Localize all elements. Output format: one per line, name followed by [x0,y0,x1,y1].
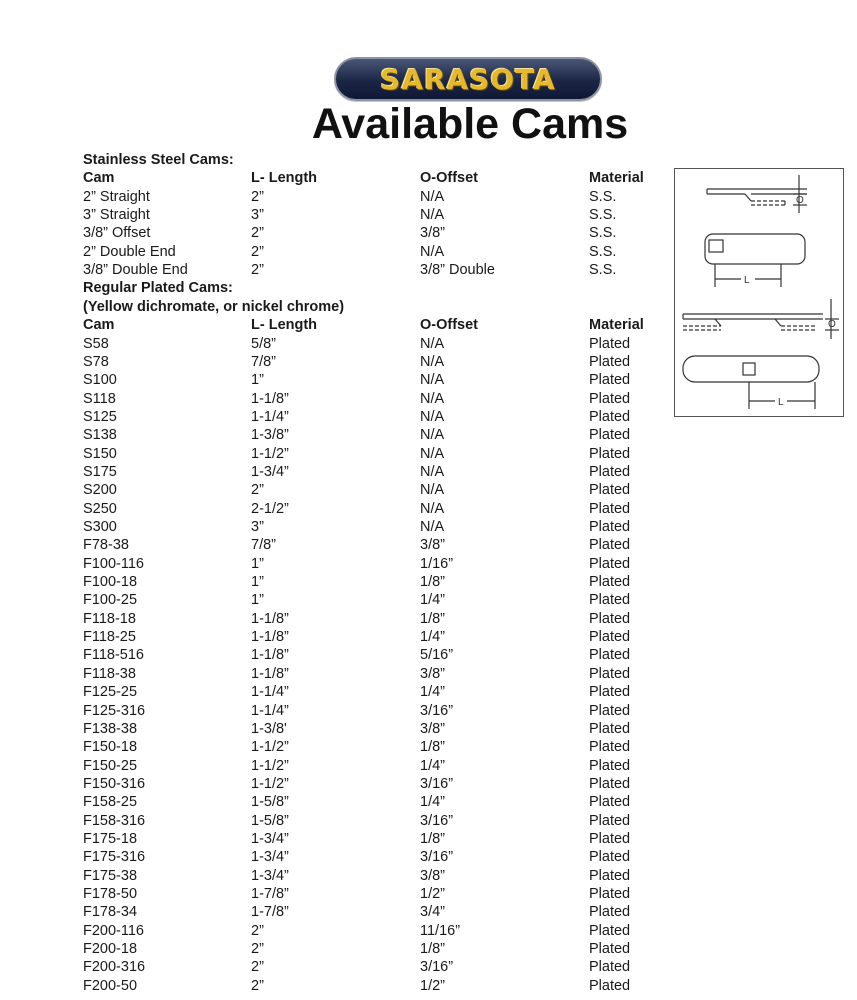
table-cell-length: 3” [251,519,264,535]
table-cell-offset: N/A [420,243,445,260]
double-end-cam-drawing [683,299,839,339]
table-cell-offset: N/A [420,427,445,444]
table-cell-length: 1-1/2” [251,757,289,774]
table-cell-cam: F118-18 [83,610,136,627]
table-cell-material: Plated [589,592,631,609]
table-cell-offset: 3/8” [420,867,445,884]
table-cell-offset: 1/8” [420,739,445,756]
table-cell-material: Plated [589,867,631,884]
table-cell-material: Plated [589,665,631,682]
table-cell-offset: N/A [420,390,445,407]
table-cell-material: S.S. [589,188,617,205]
table-cell-length: 2” [251,959,264,976]
length-label-2: L [778,397,784,408]
table-cell-material: Plated [589,335,631,352]
table-cell-material: Plated [589,482,631,499]
table-cell-length: 7/8” [251,353,276,370]
table-cell-cam: F200-18 [83,941,138,958]
table-cell-material: Plated [589,500,631,517]
column-header-cam: Cam [83,170,115,187]
table-cell-offset: 3/16” [420,812,454,829]
table-cell-material: Plated [589,647,631,664]
table-cell-cam: F118-516 [83,647,144,664]
table-cell-length: 1-3/4” [251,463,289,480]
table-cell-material: Plated [589,445,631,462]
table-cell-cam: S300 [83,519,117,535]
table-cell-cam: S175 [83,463,117,480]
sarasota-logo [334,57,602,101]
table-cell-length: 1-3/8” [251,427,289,444]
table-cell-material: Plated [589,702,631,719]
logo-text: SARASOTA [380,63,556,96]
table-cell-material: Plated [589,555,631,572]
table-cell-material: Plated [589,629,631,646]
table-cell-cam: F175-316 [83,849,146,866]
table-cell-cam: F78-38 [83,537,129,554]
table-cell-cam: S118 [83,390,116,407]
table-cell-offset: N/A [420,353,445,370]
table-cell-cam: F200-316 [83,959,146,976]
table-cell-length: 2” [251,482,264,499]
table-cell-length: 1” [251,574,264,591]
table-cell-cam: 3/8” Double End [83,262,188,279]
cam-diagram [674,168,844,417]
table-cell-cam: F118-38 [83,665,136,682]
table-cell-material: Plated [589,959,631,976]
table-cell-material: Plated [589,922,631,939]
table-cell-offset: 1/4” [420,684,445,701]
table-cell-length: 3” [251,207,264,224]
table-cell-material: Plated [589,739,631,756]
table-cell-cam: S150 [83,445,117,462]
table-cell-offset: 3/8” [420,225,445,242]
table-cell-length: 1-3/4” [251,867,289,884]
column-header-material: Material [589,317,644,334]
table-cell-cam: S250 [83,500,117,517]
table-cell-length: 1-3/8' [251,720,287,737]
table-cell-offset: 11/16” [420,922,461,939]
table-cell-offset: N/A [420,372,445,389]
table-cell-material: Plated [589,794,631,811]
page-title: Available Cams [311,100,629,148]
table-cell-offset: 1/4” [420,757,445,774]
table-cell-offset: 3/16” [420,849,454,866]
table-cell-cam: F150-316 [83,775,146,792]
table-cell-material: Plated [589,775,631,792]
table-cell-material: Plated [589,372,631,389]
table-cell-offset: 1/4” [420,629,445,646]
table-cell-length: 1-1/8” [251,665,289,682]
table-cell-material: Plated [589,720,631,737]
table-cell-cam: F175-38 [83,867,138,884]
column-header-length: L- Length [251,170,318,187]
table-cell-offset: N/A [420,519,445,535]
table-cell-cam: F200-50 [83,977,138,994]
table-cell-cam: F138-38 [83,720,138,737]
table-cell-material: Plated [589,390,631,407]
table-cell-length: 1-5/8” [251,812,289,829]
table-cell-length: 1” [251,555,264,572]
table-cell-material: Plated [589,684,631,701]
table-cell-material: Plated [589,463,631,480]
table-cell-offset: N/A [420,500,445,517]
table-cell-material: Plated [589,757,631,774]
table-cell-length: 1-1/2” [251,739,289,756]
table-cell-cam: F125-25 [83,684,138,701]
table-cell-cam: F150-18 [83,739,138,756]
table-cell-offset: 1/8” [420,574,445,591]
table-cell-length: 1-1/8” [251,610,289,627]
section-subheading-plated: (Yellow dichromate, or nickel chrome) [83,298,345,315]
table-cell-length: 5/8” [251,335,276,352]
table-cell-offset: N/A [420,445,445,462]
offset-label-2: O [828,319,836,330]
table-cell-length: 1-3/4” [251,849,289,866]
table-cell-cam: F158-25 [83,794,138,811]
table-cell-material: Plated [589,886,631,902]
table-cell-length: 1-7/8” [251,886,289,902]
table-cell-cam: S200 [83,482,117,499]
table-cell-length: 2” [251,243,264,260]
table-cell-offset: 3/8” [420,720,445,737]
table-cell-offset: 3/16” [420,702,454,719]
table-cell-offset: 3/4” [420,904,445,921]
long-cam-drawing [683,356,819,409]
table-cell-length: 1-1/8” [251,629,289,646]
table-cell-offset: 3/8” [420,665,445,682]
table-cell-cam: S58 [83,335,109,352]
table-cell-length: 1” [251,592,264,609]
table-cell-offset: N/A [420,463,445,480]
column-header-length: L- Length [251,317,318,334]
table-cell-material: Plated [589,408,631,425]
table-cell-offset: 3/8” Double [420,262,495,279]
column-header-offset: O-Offset [420,170,478,187]
table-cell-length: 1-1/8” [251,390,289,407]
column-header-cam: Cam [83,317,115,334]
table-cell-cam: S100 [83,372,117,389]
table-cell-length: 1-3/4” [251,830,289,847]
table-cell-length: 1-1/4” [251,702,289,719]
section-heading-stainless: Stainless Steel Cams: [83,152,234,168]
table-cell-length: 1” [251,372,264,389]
section-heading-plated: Regular Plated Cams: [83,280,233,297]
table-cell-cam: F125-316 [83,702,146,719]
table-cell-length: 7/8” [251,537,276,554]
table-cell-cam: F150-25 [83,757,138,774]
table-cell-length: 2” [251,188,264,205]
table-cell-material: Plated [589,574,631,591]
table-cell-length: 2” [251,941,264,958]
table-cell-length: 1-1/4” [251,684,289,701]
table-cell-length: 2” [251,977,264,994]
table-cell-length: 1-1/4” [251,408,289,425]
table-cell-material: S.S. [589,243,617,260]
table-cell-cam: F118-25 [83,629,136,646]
table-cell-material: Plated [589,941,631,958]
table-cell-cam: F175-18 [83,830,138,847]
table-cell-offset: 1/8” [420,610,445,627]
table-cell-cam: 3” Straight [83,207,150,224]
table-cell-material: Plated [589,904,631,921]
table-cell-offset: 1/4” [420,592,445,609]
table-cell-cam: F178-34 [83,904,138,921]
table-cell-offset: N/A [420,335,445,352]
cam-diagram-svg [675,169,845,418]
table-cell-offset: 1/8” [420,941,445,958]
table-cell-material: Plated [589,353,631,370]
table-cell-material: Plated [589,610,631,627]
table-cell-material: Plated [589,519,631,535]
table-cell-length: 1-5/8” [251,794,289,811]
table-cell-length: 2” [251,225,264,242]
table-cell-offset: N/A [420,408,445,425]
table-cell-cam: F200-116 [83,922,144,939]
table-cell-length: 2” [251,922,264,939]
table-cell-material: Plated [589,849,631,866]
table-cell-cam: F100-25 [83,592,138,609]
table-cell-offset: N/A [420,482,445,499]
table-cell-cam: F158-316 [83,812,146,829]
table-cell-cam: 2” Straight [83,188,150,205]
table-cell-offset: 1/8” [420,830,445,847]
table-cell-length: 1-1/2” [251,445,289,462]
table-cell-cam: F100-116 [83,555,144,572]
table-cell-cam: F100-18 [83,574,138,591]
table-cell-cam: S125 [83,408,117,425]
table-cell-cam: 2” Double End [83,243,176,260]
table-cell-offset: 3/16” [420,959,454,976]
table-cell-material: Plated [589,537,631,554]
table-cell-offset: 1/4” [420,794,445,811]
table-cell-offset: N/A [420,188,445,205]
table-cell-material: S.S. [589,262,617,279]
table-cell-offset: 1/16” [420,555,454,572]
table-cell-length: 1-1/2” [251,775,289,792]
length-label-1: L [744,275,750,286]
column-header-offset: O-Offset [420,317,478,334]
table-cell-cam: S138 [83,427,117,444]
column-header-material: Material [589,170,644,187]
table-cell-material: S.S. [589,207,617,224]
offset-cam-drawing [707,175,807,213]
table-cell-offset: N/A [420,207,445,224]
table-cell-cam: S78 [83,353,109,370]
table-cell-material: Plated [589,812,631,829]
table-cell-offset: 1/2” [420,977,445,994]
offset-label-1: O [796,195,804,206]
table-cell-material: S.S. [589,225,617,242]
table-cell-length: 2” [251,262,264,279]
table-cell-material: Plated [589,427,631,444]
table-cell-material: Plated [589,830,631,847]
table-cell-cam: 3/8” Offset [83,225,151,242]
table-cell-length: 2-1/2” [251,500,289,517]
table-cell-offset: 5/16” [420,647,454,664]
straight-cam-drawing [705,234,805,287]
table-cell-offset: 1/2” [420,886,445,902]
table-cell-offset: 3/8” [420,537,445,554]
table-cell-length: 1-7/8” [251,904,289,921]
table-cell-material: Plated [589,977,631,994]
table-cell-offset: 3/16” [420,775,454,792]
table-cell-length: 1-1/8” [251,647,289,664]
table-cell-cam: F178-50 [83,886,138,902]
